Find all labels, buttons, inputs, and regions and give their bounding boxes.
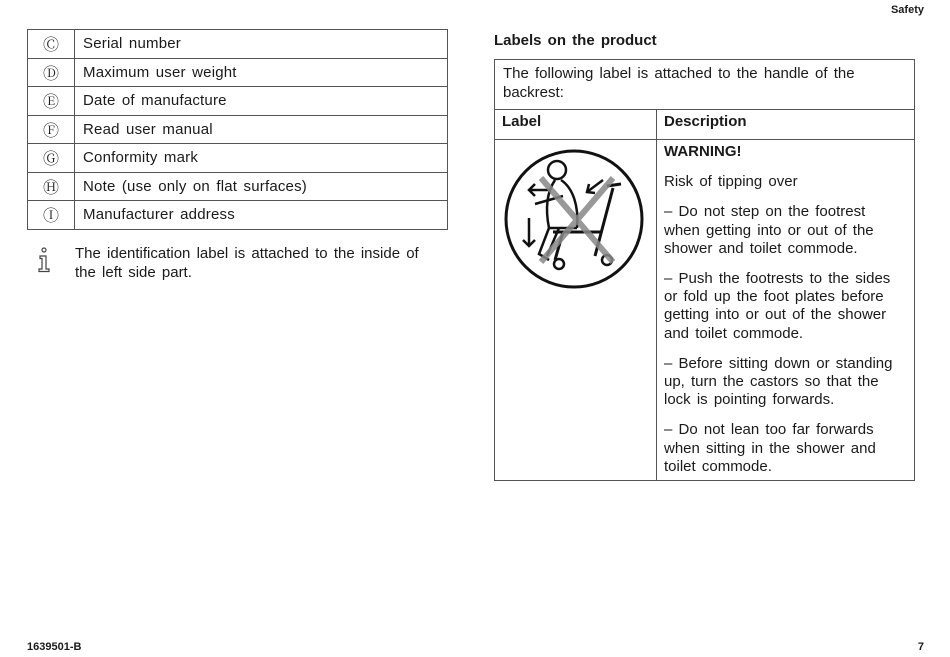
table-row: [28, 30, 448, 59]
symbol-key: Ⓓ: [28, 58, 75, 87]
symbol-label: Date of manufacture: [75, 87, 448, 116]
label-image-cell: [495, 140, 657, 481]
symbol-table: [27, 29, 448, 230]
symbol-key: Ⓘ: [28, 201, 75, 230]
section-title: Labels on the product: [494, 32, 657, 49]
symbol-label: Maximum user weight: [75, 58, 448, 87]
symbol-label: Conformity mark: [75, 144, 448, 173]
description-paragraph: – Do not step on the footrest when getting into or out of the shower and toilet commode.: [664, 203, 874, 257]
description-paragraph: – Before sitting down or standing up, turn the castors so that the lock is pointing forwards.: [664, 354, 893, 409]
table-row: [28, 172, 448, 201]
description-paragraph: – Do not lean too far forwards when sitting in the shower and toilet commode.: [664, 421, 876, 475]
labels-intro: The following label is attached to the handle of the backrest:: [495, 60, 915, 110]
labels-table: [494, 59, 915, 481]
table-row: [28, 144, 448, 173]
symbol-key: Ⓕ: [28, 115, 75, 144]
column-header-label: Label: [495, 110, 657, 140]
description-paragraph: – Push the footrests to the sides or fold up the foot plates before getting into or out of the shower and toilet commode.: [664, 270, 891, 342]
info-note-text: The identification label is attached to the inside of the left side part.: [75, 245, 419, 281]
symbol-label: Note (use only on flat surfaces): [75, 172, 448, 201]
description-paragraph: Risk of tipping over: [664, 173, 798, 191]
info-icon: [36, 247, 52, 273]
symbol-label: Serial number: [75, 30, 448, 59]
table-row: [495, 140, 915, 481]
document-number: 1639501-B: [27, 641, 82, 653]
symbol-key: Ⓖ: [28, 144, 75, 173]
table-row: [28, 58, 448, 87]
no-tipping-pictogram: [503, 148, 645, 290]
table-row: [28, 201, 448, 230]
table-row: [28, 87, 448, 116]
symbol-key: Ⓒ: [28, 30, 75, 59]
symbol-label: Read user manual: [75, 115, 448, 144]
page-number: 7: [917, 641, 924, 653]
table-header-row: [495, 110, 915, 140]
symbol-key: Ⓗ: [28, 172, 75, 201]
table-row: [28, 115, 448, 144]
running-header: Safety: [890, 4, 924, 16]
label-description-cell: [657, 140, 915, 481]
warning-heading: WARNING!: [664, 143, 742, 160]
symbol-label: Manufacturer address: [75, 201, 448, 230]
table-row: [495, 60, 915, 110]
symbol-key: Ⓔ: [28, 87, 75, 116]
column-header-description: Description: [657, 110, 915, 140]
